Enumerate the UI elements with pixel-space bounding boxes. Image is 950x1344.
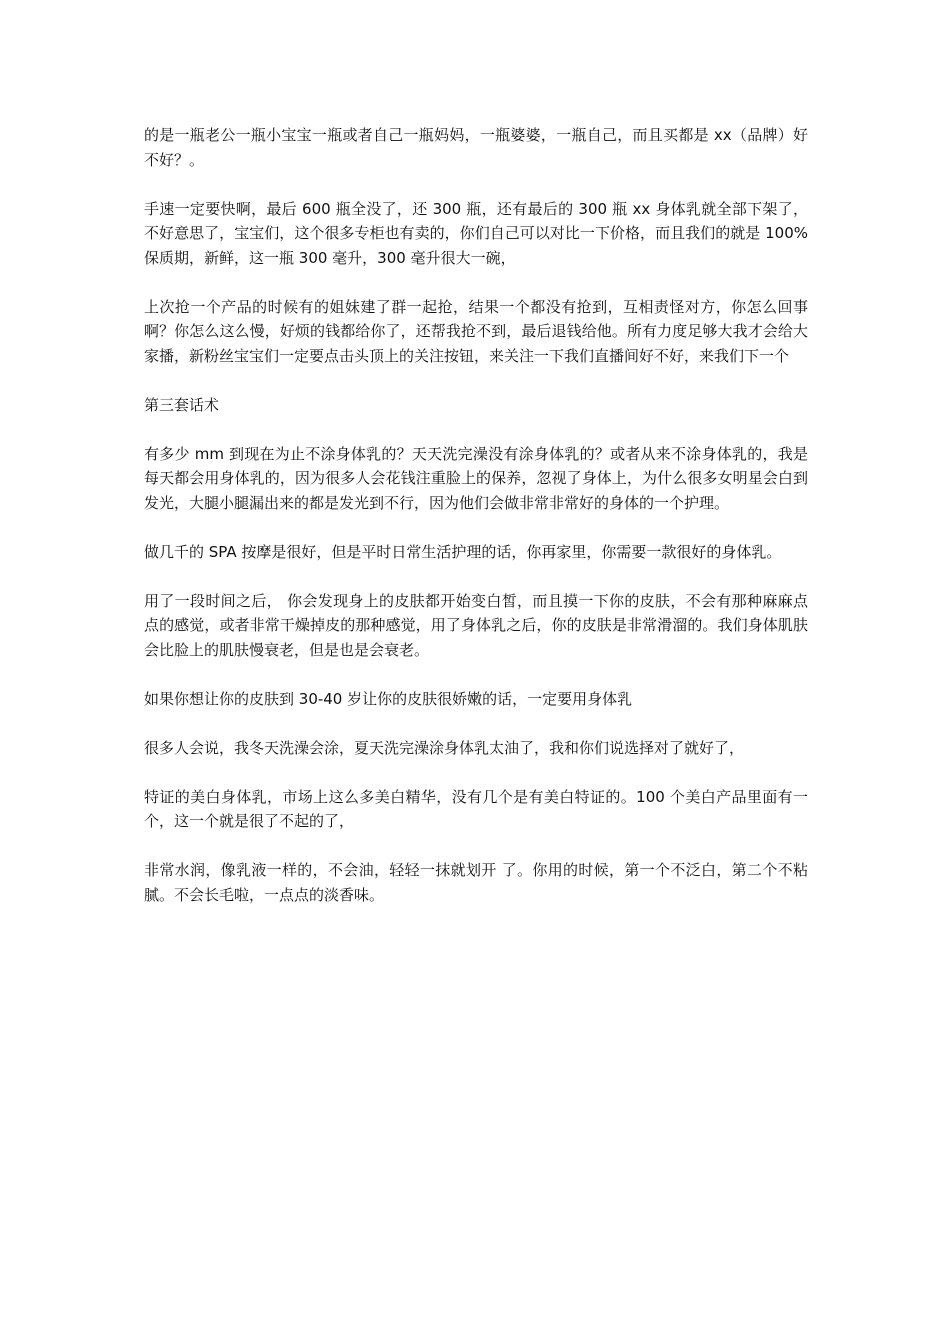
document-body (144, 123, 808, 932)
paragraph-6: 用了一段时间之后， 你会发现身上的皮肤都开始变白皙，而且摸一下你的皮肤，不会有那种麻麻点点的感觉，或者非常干燥掉皮的那种感觉，用了身体乳之后，你的皮肤是非常滑溜的。我们身体肌肤会比脸上的肌肤慢衰老，但是也是会衰老。 (144, 591, 808, 659)
paragraph-3: 上次抢一个产品的时候有的姐妹建了群一起抢，结果一个都没有抢到，互相责怪对方，你怎么回事啊？你怎么这么慢，好烦的钱都给你了，还帮我抢不到，最后退钱给他。所有力度足够大我才会给大家播，新粉丝宝宝们一定要点击头顶上的关注按钮，来关注一下我们直播间好不好，来我们下一个 (144, 297, 808, 365)
paragraph-9: 特证的美白身体乳，市场上这么多美白精华，没有几个是有美白特证的。100 个美白产品里面有一个，这一个就是很了不起的了， (144, 787, 808, 830)
paragraph-7: 如果你想让你的皮肤到 30-40 岁让你的皮肤很娇嫩的话，一定要用身体乳 (144, 689, 633, 708)
paragraph-4: 有多少 mm 到现在为止不涂身体乳的？天天洗完澡没有涂身体乳的？或者从来不涂身体乳的，我是每天都会用身体乳的，因为很多人会花钱注重脸上的保养，忽视了身体上，为什么很多女明星会白到发光，大腿小腿漏出来的都是发光到不行，因为他们会做非常非常好的身体的一个护理。 (144, 444, 808, 512)
paragraph-1: 的是一瓶老公一瓶小宝宝一瓶或者自己一瓶妈妈，一瓶婆婆，一瓶自己，而且买都是 xx（品牌）好不好？。 (144, 126, 808, 169)
paragraph-8: 很多人会说，我冬天洗澡会涂，夏天洗完澡涂身体乳太油了，我和你们说选择对了就好了， (144, 738, 745, 757)
section-heading: 第三套话术 (144, 395, 220, 414)
paragraph-5: 做几千的 SPA 按摩是很好，但是平时日常生活护理的话，你再家里，你需要一款很好的身体乳。 (144, 542, 782, 561)
paragraph-2: 手速一定要快啊，最后 600 瓶全没了，还 300 瓶，还有最后的 300 瓶 xx 身体乳就全部下架了，不好意思了，宝宝们，这个很多专柜也有卖的，你们自己可以对比一下价格，而且我们的就是 100%保质期，新鲜，这一瓶 300 毫升，300 毫升很大一碗， (144, 199, 808, 267)
paragraph-10: 非常水润，像乳液一样的，不会油，轻轻一抹就划开 了。你用的时候，第一个不泛白，第二个不粘腻。不会长毛啦，一点点的淡香味。 (144, 861, 808, 904)
